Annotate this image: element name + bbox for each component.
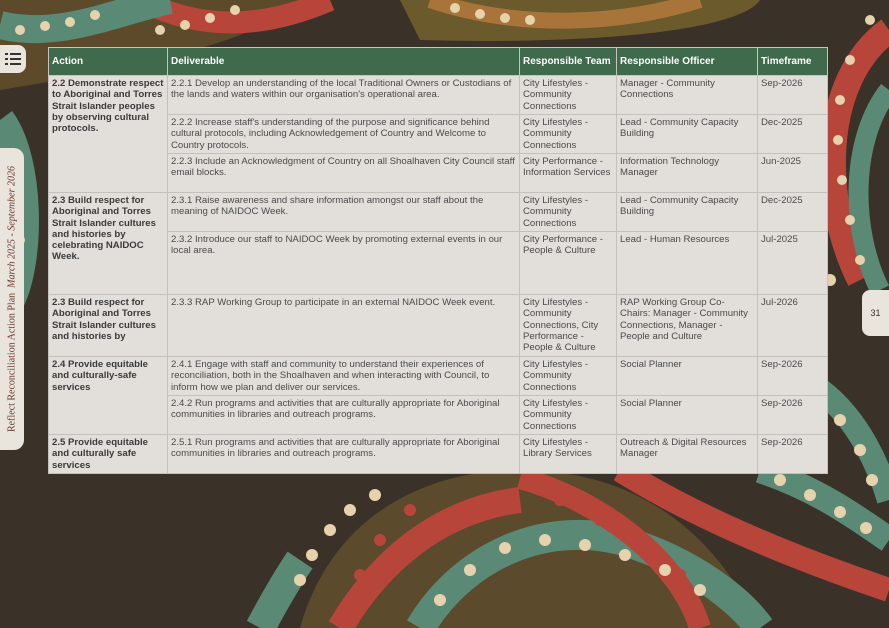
- action-cell: 2.3 Build respect for Aboriginal and Torres Strait Islander cultures and histories by: [49, 295, 168, 357]
- table-row: [49, 193, 828, 232]
- officer-cell: RAP Working Group Co-Chairs: Manager - Community Connections, Manager - People and Culture: [617, 295, 758, 357]
- deliverable-cell: 2.3.2 Introduce our staff to NAIDOC Week by promoting external events in our local area.: [168, 232, 520, 295]
- col-header-team: Responsible Team: [520, 48, 617, 76]
- team-cell: City Lifestyles - Community Connections: [520, 396, 617, 435]
- team-cell: City Performance - People & Culture: [520, 232, 617, 295]
- team-cell: City Lifestyles - Community Connections: [520, 193, 617, 232]
- col-header-timeframe: Timeframe: [758, 48, 828, 76]
- col-header-action: Action: [49, 48, 168, 76]
- team-cell: City Lifestyles - Library Services: [520, 435, 617, 474]
- col-header-officer: Responsible Officer: [617, 48, 758, 76]
- team-cell: City Performance - Information Services: [520, 154, 617, 193]
- officer-cell: Social Planner: [617, 357, 758, 396]
- table-header-row: [49, 48, 828, 76]
- team-cell: City Lifestyles - Community Connections: [520, 357, 617, 396]
- timeframe-cell: Sep-2026: [758, 435, 828, 474]
- team-cell: City Lifestyles - Community Connections, City Performance - People & Culture: [520, 295, 617, 357]
- side-document-tab[interactable]: [0, 148, 24, 450]
- officer-cell: Manager - Community Connections: [617, 76, 758, 115]
- page-number: 31: [870, 308, 881, 318]
- timeframe-cell: Jul-2026: [758, 295, 828, 357]
- deliverable-cell: 2.3.1 Raise awareness and share information amongst our staff about the meaning of NAIDOC Week.: [168, 193, 520, 232]
- rap-actions-table: [48, 47, 828, 474]
- action-cell: 2.5 Provide equitable and culturally safe services: [49, 435, 168, 474]
- deliverable-cell: 2.2.1 Develop an understanding of the local Traditional Owners or Custodians of the lands and waters within our organisation's operational area.: [168, 76, 520, 115]
- table-row: [49, 295, 828, 357]
- deliverable-cell: 2.5.1 Run programs and activities that are culturally appropriate for Aboriginal communities in libraries and outreach programs.: [168, 435, 520, 474]
- action-cell: 2.2 Demonstrate respect to Aboriginal and Torres Strait Islander peoples by observing cultural protocols.: [49, 76, 168, 193]
- timeframe-cell: Sep-2026: [758, 357, 828, 396]
- table-row: [49, 76, 828, 115]
- table-row: [49, 435, 828, 474]
- deliverable-cell: 2.4.2 Run programs and activities that are culturally appropriate for Aboriginal communities in libraries and outreach programs.: [168, 396, 520, 435]
- deliverable-cell: 2.2.2 Increase staff's understanding of the purpose and significance behind cultural protocols, including Acknowledgement of Country and Welcome to Country protocols.: [168, 115, 520, 154]
- officer-cell: Social Planner: [617, 396, 758, 435]
- timeframe-cell: Jun-2025: [758, 154, 828, 193]
- deliverable-cell: 2.2.3 Include an Acknowledgment of Country on all Shoalhaven City Council staff email blocks.: [168, 154, 520, 193]
- officer-cell: Lead - Community Capacity Building: [617, 193, 758, 232]
- timeframe-cell: Dec-2025: [758, 115, 828, 154]
- officer-cell: Lead - Community Capacity Building: [617, 115, 758, 154]
- document-title-vertical: Reflect Reconciliation Action Plan March 2025 - September 2026: [6, 166, 18, 432]
- timeframe-cell: Jul-2025: [758, 232, 828, 295]
- action-cell: 2.4 Provide equitable and culturally-safe services: [49, 357, 168, 435]
- menu-icon: [5, 52, 21, 66]
- page-number-tab[interactable]: [862, 290, 889, 336]
- officer-cell: Lead - Human Resources: [617, 232, 758, 295]
- officer-cell: Outreach & Digital Resources Manager: [617, 435, 758, 474]
- team-cell: City Lifestyles - Community Connections: [520, 76, 617, 115]
- timeframe-cell: Dec-2025: [758, 193, 828, 232]
- deliverable-cell: 2.3.3 RAP Working Group to participate in an external NAIDOC Week event.: [168, 295, 520, 357]
- officer-cell: Information Technology Manager: [617, 154, 758, 193]
- table-row: [49, 357, 828, 396]
- menu-button[interactable]: [0, 45, 26, 73]
- timeframe-cell: Sep-2026: [758, 76, 828, 115]
- team-cell: City Lifestyles - Community Connections: [520, 115, 617, 154]
- col-header-deliverable: Deliverable: [168, 48, 520, 76]
- timeframe-cell: Sep-2026: [758, 396, 828, 435]
- deliverable-cell: 2.4.1 Engage with staff and community to understand their experiences of reconciliation, both in the Shoalhaven and when interacting with Council, to inform how we plan and deliver our services.: [168, 357, 520, 396]
- action-cell: 2.3 Build respect for Aboriginal and Torres Strait Islander cultures and histories by celebrating NAIDOC Week.: [49, 193, 168, 295]
